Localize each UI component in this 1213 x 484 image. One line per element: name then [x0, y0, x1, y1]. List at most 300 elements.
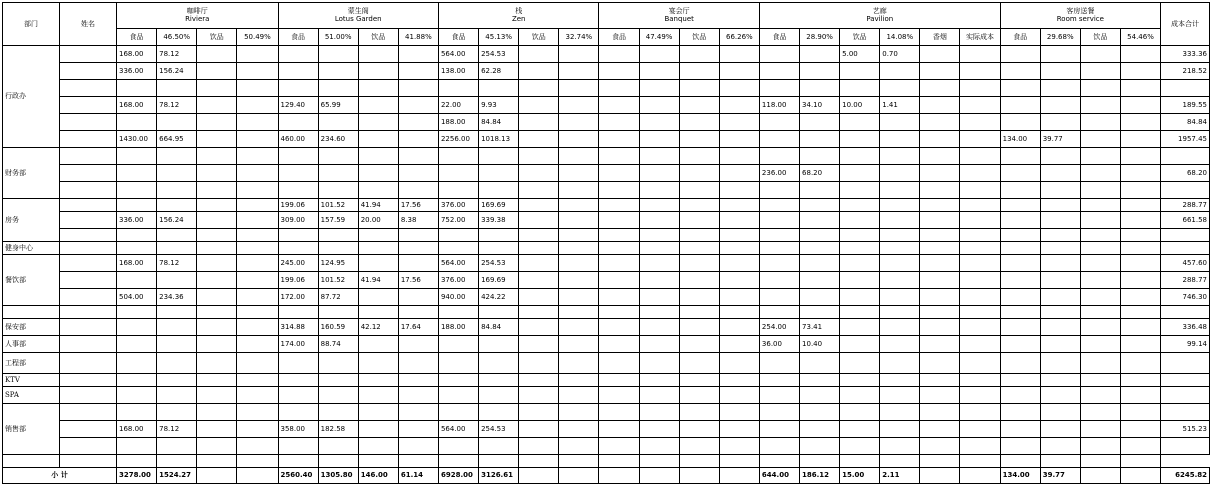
value-cell [559, 289, 599, 306]
value-cell [197, 165, 237, 182]
value-cell [197, 80, 237, 97]
value-cell [1080, 63, 1120, 80]
value-cell: 88.74 [318, 336, 358, 353]
value-cell [960, 353, 1000, 374]
value-cell [358, 404, 398, 421]
value-cell [719, 255, 759, 272]
value-cell [800, 63, 840, 80]
value-cell [197, 438, 237, 455]
value-cell [1120, 80, 1160, 97]
value-cell [278, 114, 318, 131]
value-cell: 236.00 [759, 165, 799, 182]
value-cell [1000, 455, 1040, 468]
name-cell [60, 97, 117, 114]
table-row [3, 63, 1210, 80]
value-cell [1000, 255, 1040, 272]
value-cell [639, 404, 679, 421]
value-cell [398, 421, 438, 438]
value-cell [759, 80, 799, 97]
value-cell [639, 438, 679, 455]
value-cell [1120, 46, 1160, 63]
value-cell: 188.00 [438, 114, 478, 131]
value-cell [519, 255, 559, 272]
value-cell [759, 289, 799, 306]
subtotal-row [3, 468, 1210, 484]
column-header: 饮品 [197, 29, 237, 46]
value-cell: 68.20 [800, 165, 840, 182]
outlet-name-en: Riviera [185, 15, 210, 23]
value-cell [398, 455, 438, 468]
value-cell [1000, 212, 1040, 229]
value-cell [679, 97, 719, 114]
value-cell [237, 353, 278, 374]
value-cell [920, 387, 960, 404]
name-cell [60, 165, 117, 182]
value-cell [759, 353, 799, 374]
value-cell [358, 114, 398, 131]
value-cell [960, 374, 1000, 387]
subtotal-cell: 2560.40 [278, 468, 318, 484]
row-total-cell: 457.60 [1161, 255, 1210, 272]
row-total-cell [1161, 353, 1210, 374]
table-row [3, 229, 1210, 242]
value-cell [278, 63, 318, 80]
value-cell [840, 199, 880, 212]
value-cell [840, 438, 880, 455]
value-cell [719, 353, 759, 374]
value-cell [479, 242, 519, 255]
value-cell [398, 80, 438, 97]
value-cell [639, 319, 679, 336]
value-cell [318, 165, 358, 182]
value-cell [679, 387, 719, 404]
value-cell [719, 242, 759, 255]
value-cell [599, 63, 639, 80]
value-cell [719, 374, 759, 387]
value-cell [920, 63, 960, 80]
value-cell [639, 131, 679, 148]
value-cell [639, 374, 679, 387]
subtotal-cell [639, 468, 679, 484]
value-cell [759, 199, 799, 212]
value-cell [519, 63, 559, 80]
value-cell [1080, 212, 1120, 229]
value-cell [398, 114, 438, 131]
value-cell [1000, 182, 1040, 199]
value-cell: 78.12 [157, 46, 197, 63]
value-cell [719, 199, 759, 212]
value-cell [318, 182, 358, 199]
table-row [3, 165, 1210, 182]
grand-total-cell: 6245.82 [1161, 468, 1210, 484]
value-cell [679, 114, 719, 131]
value-cell: 504.00 [117, 289, 157, 306]
value-cell [759, 131, 799, 148]
value-cell [237, 97, 278, 114]
value-cell [197, 319, 237, 336]
value-cell [157, 319, 197, 336]
value-cell [559, 455, 599, 468]
subtotal-cell [1080, 468, 1120, 484]
subtotal-cell: 3126.61 [479, 468, 519, 484]
value-cell [157, 387, 197, 404]
value-cell [358, 80, 398, 97]
value-cell [1120, 148, 1160, 165]
value-cell [599, 114, 639, 131]
value-cell: 87.72 [318, 289, 358, 306]
value-cell: 168.00 [117, 255, 157, 272]
value-cell: 65.99 [318, 97, 358, 114]
value-cell [1120, 353, 1160, 374]
value-cell [599, 289, 639, 306]
value-cell [679, 319, 719, 336]
value-cell [237, 272, 278, 289]
value-cell [1080, 46, 1120, 63]
value-cell: 309.00 [278, 212, 318, 229]
value-cell [438, 374, 478, 387]
value-cell [318, 80, 358, 97]
value-cell: 160.59 [318, 319, 358, 336]
value-cell [800, 212, 840, 229]
value-cell: 5.00 [840, 46, 880, 63]
value-cell [117, 182, 157, 199]
value-cell [519, 289, 559, 306]
value-cell [398, 289, 438, 306]
value-cell [960, 199, 1000, 212]
value-cell [278, 229, 318, 242]
table-row [3, 199, 1210, 212]
value-cell [1040, 306, 1080, 319]
value-cell: 182.58 [318, 421, 358, 438]
value-cell [318, 148, 358, 165]
value-cell [1000, 353, 1040, 374]
value-cell [599, 374, 639, 387]
value-cell [960, 336, 1000, 353]
value-cell [519, 319, 559, 336]
value-cell [960, 455, 1000, 468]
outlet-name-cn: 栈 [515, 7, 523, 15]
value-cell [800, 374, 840, 387]
value-cell: 20.00 [358, 212, 398, 229]
value-cell [840, 353, 880, 374]
value-cell [1120, 114, 1160, 131]
subtotal-cell [920, 468, 960, 484]
table-row [3, 46, 1210, 63]
value-cell [1040, 272, 1080, 289]
value-cell [599, 131, 639, 148]
value-cell [438, 336, 478, 353]
value-cell [599, 165, 639, 182]
value-cell [519, 421, 559, 438]
value-cell [237, 319, 278, 336]
value-cell [679, 148, 719, 165]
value-cell [599, 421, 639, 438]
value-cell [639, 421, 679, 438]
value-cell: 41.94 [358, 272, 398, 289]
value-cell [1000, 46, 1040, 63]
value-cell: 22.00 [438, 97, 478, 114]
value-cell [318, 374, 358, 387]
value-cell [800, 131, 840, 148]
value-cell [679, 242, 719, 255]
value-cell [237, 255, 278, 272]
value-cell [840, 212, 880, 229]
value-cell: 169.69 [479, 272, 519, 289]
value-cell [157, 80, 197, 97]
value-cell [1120, 306, 1160, 319]
outlet-name-en: Lotus Garden [334, 15, 382, 23]
value-cell [358, 306, 398, 319]
value-cell [1040, 455, 1080, 468]
table-row [3, 353, 1210, 374]
table-row [3, 289, 1210, 306]
value-cell [840, 229, 880, 242]
value-cell: 1018.13 [479, 131, 519, 148]
value-cell [157, 165, 197, 182]
value-cell [1120, 374, 1160, 387]
value-cell [1040, 212, 1080, 229]
value-cell [639, 455, 679, 468]
value-cell [679, 131, 719, 148]
value-cell [197, 289, 237, 306]
row-total-cell [1161, 242, 1210, 255]
value-cell [237, 438, 278, 455]
value-cell [1040, 255, 1080, 272]
value-cell [438, 404, 478, 421]
value-cell: 199.06 [278, 199, 318, 212]
name-cell [60, 199, 117, 212]
value-cell [960, 306, 1000, 319]
value-cell [117, 199, 157, 212]
value-cell [960, 438, 1000, 455]
value-cell [719, 229, 759, 242]
value-cell [920, 421, 960, 438]
value-cell [840, 182, 880, 199]
value-cell [157, 438, 197, 455]
value-cell [438, 387, 478, 404]
total-header: 成本合计 [1161, 3, 1210, 46]
value-cell [559, 80, 599, 97]
value-cell [880, 455, 920, 468]
name-cell [3, 455, 60, 468]
table-row [3, 374, 1210, 387]
value-cell [1080, 306, 1120, 319]
value-cell: 168.00 [117, 46, 157, 63]
value-cell [519, 229, 559, 242]
value-cell [237, 199, 278, 212]
value-cell [237, 336, 278, 353]
value-cell [1000, 306, 1040, 319]
value-cell [800, 438, 840, 455]
subtotal-label: 小 计 [3, 468, 117, 484]
value-cell [599, 148, 639, 165]
value-cell [1040, 336, 1080, 353]
value-cell [559, 306, 599, 319]
value-cell [1080, 455, 1120, 468]
value-cell: 34.10 [800, 97, 840, 114]
name-cell [60, 182, 117, 199]
value-cell [398, 182, 438, 199]
value-cell [639, 97, 679, 114]
table-row [3, 97, 1210, 114]
value-cell: 234.60 [318, 131, 358, 148]
value-cell [117, 438, 157, 455]
value-cell [1080, 438, 1120, 455]
value-cell [398, 306, 438, 319]
value-cell [157, 199, 197, 212]
value-cell [719, 387, 759, 404]
value-cell: 752.00 [438, 212, 478, 229]
column-header: 47.49% [639, 29, 679, 46]
name-cell [60, 306, 117, 319]
value-cell: 78.12 [157, 97, 197, 114]
value-cell [519, 272, 559, 289]
outlet-name-cn: 客房送餐 [1066, 7, 1095, 15]
value-cell [438, 165, 478, 182]
value-cell [1080, 148, 1120, 165]
subtotal-cell [599, 468, 639, 484]
value-cell [1000, 421, 1040, 438]
value-cell [960, 272, 1000, 289]
value-cell [519, 336, 559, 353]
value-cell [1120, 212, 1160, 229]
value-cell [398, 97, 438, 114]
value-cell [639, 212, 679, 229]
name-cell [60, 438, 117, 455]
value-cell [519, 80, 559, 97]
subtotal-cell [719, 468, 759, 484]
value-cell [318, 114, 358, 131]
column-header: 饮品 [840, 29, 880, 46]
value-cell [1000, 438, 1040, 455]
column-header: 饮品 [358, 29, 398, 46]
value-cell: 42.12 [358, 319, 398, 336]
value-cell [197, 229, 237, 242]
value-cell: 10.00 [840, 97, 880, 114]
column-header: 46.50% [157, 29, 197, 46]
value-cell [278, 353, 318, 374]
value-cell [479, 438, 519, 455]
value-cell [479, 336, 519, 353]
table-row [3, 306, 1210, 319]
value-cell [197, 182, 237, 199]
value-cell [1000, 97, 1040, 114]
value-cell [398, 242, 438, 255]
value-cell [117, 404, 157, 421]
value-cell [237, 289, 278, 306]
value-cell: 314.88 [278, 319, 318, 336]
row-total-cell [1161, 80, 1210, 97]
value-cell [519, 182, 559, 199]
column-header: 50.49% [237, 29, 278, 46]
value-cell [840, 289, 880, 306]
value-cell: 1.41 [880, 97, 920, 114]
value-cell [679, 421, 719, 438]
value-cell [197, 404, 237, 421]
value-cell [1000, 114, 1040, 131]
value-cell: 9.93 [479, 97, 519, 114]
value-cell [639, 242, 679, 255]
value-cell [880, 319, 920, 336]
row-total-cell: 84.84 [1161, 114, 1210, 131]
value-cell [719, 148, 759, 165]
value-cell [117, 80, 157, 97]
outlet-header [599, 3, 759, 29]
subtotal-cell [559, 468, 599, 484]
value-cell [719, 165, 759, 182]
value-cell [800, 229, 840, 242]
value-cell [800, 242, 840, 255]
value-cell [519, 148, 559, 165]
value-cell [197, 63, 237, 80]
value-cell [679, 63, 719, 80]
value-cell [1120, 387, 1160, 404]
value-cell [519, 387, 559, 404]
subtotal-cell: 15.00 [840, 468, 880, 484]
value-cell [559, 131, 599, 148]
value-cell [960, 255, 1000, 272]
department-cell: 保安部 [3, 319, 60, 336]
value-cell [920, 148, 960, 165]
value-cell [800, 404, 840, 421]
row-total-cell: 746.30 [1161, 289, 1210, 306]
value-cell [318, 353, 358, 374]
row-total-cell [1120, 455, 1160, 468]
value-cell [398, 229, 438, 242]
value-cell [438, 353, 478, 374]
value-cell [719, 455, 759, 468]
outlet-header [1000, 3, 1160, 29]
value-cell [358, 289, 398, 306]
value-cell [559, 212, 599, 229]
value-cell [679, 404, 719, 421]
value-cell [880, 353, 920, 374]
value-cell [1080, 242, 1120, 255]
department-cell: 工程部 [3, 353, 60, 374]
value-cell [398, 353, 438, 374]
value-cell [278, 387, 318, 404]
column-header: 66.26% [719, 29, 759, 46]
value-cell [197, 336, 237, 353]
value-cell [880, 404, 920, 421]
value-cell [679, 438, 719, 455]
value-cell [639, 63, 679, 80]
value-cell [358, 182, 398, 199]
value-cell [719, 336, 759, 353]
value-cell [1040, 182, 1080, 199]
value-cell [197, 148, 237, 165]
value-cell [880, 212, 920, 229]
subtotal-cell: 61.14 [398, 468, 438, 484]
value-cell [840, 131, 880, 148]
value-cell [840, 374, 880, 387]
table-row [3, 182, 1210, 199]
column-header: 食品 [599, 29, 639, 46]
value-cell [398, 336, 438, 353]
value-cell [679, 212, 719, 229]
value-cell [1000, 229, 1040, 242]
subtotal-cell: 186.12 [800, 468, 840, 484]
value-cell [237, 148, 278, 165]
value-cell [920, 182, 960, 199]
value-cell [679, 289, 719, 306]
value-cell [960, 387, 1000, 404]
value-cell [920, 404, 960, 421]
value-cell [318, 438, 358, 455]
outlet-header [759, 3, 1000, 29]
value-cell [398, 438, 438, 455]
outlet-name-cn: 宴会厅 [668, 7, 690, 15]
